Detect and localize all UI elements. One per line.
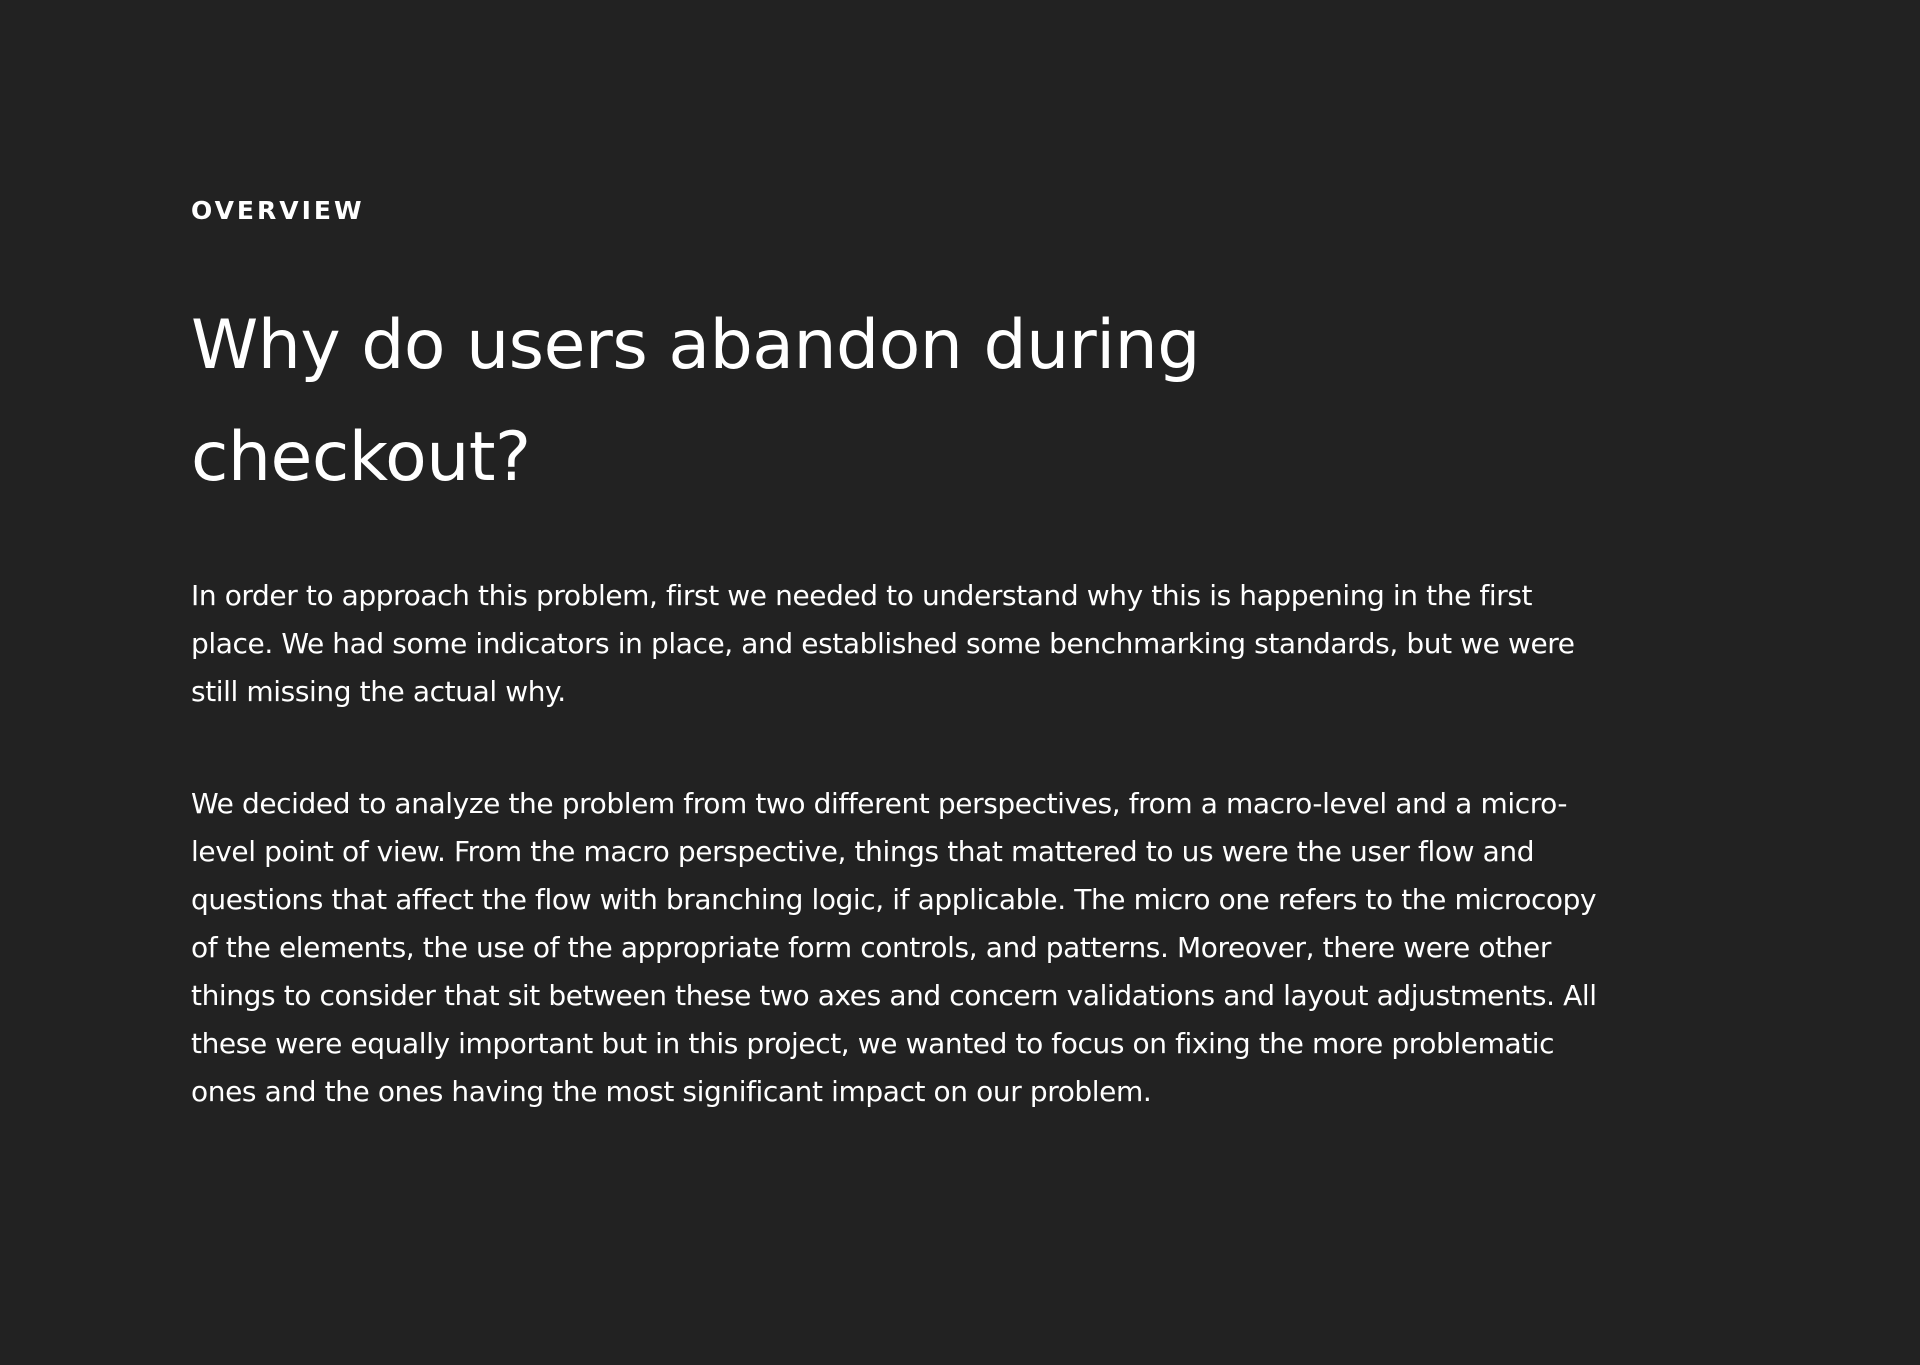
body-paragraph-2: We decided to analyze the problem from two different perspectives, from a macro-level and a micro-level point of view. From the macro perspective, things that mattered to us were the user flow and questions that affect the flow with branching logic, if applicable. The micro one refers to the microcopy of the elements, the use of the appropriate form controls, and patterns. Moreover, there were other things to consider that sit between these two axes and concern validations and layout adjustments. All these were equally important but in this project, we wanted to focus on fixing the more problematic ones and the ones having the most significant impact on our problem.	[191, 787, 1597, 1108]
section-eyebrow: OVERVIEW	[191, 196, 365, 225]
section-headline: Why do users abandon during checkout?	[191, 306, 1200, 497]
body-paragraph-1: In order to approach this problem, first we needed to understand why this is happening in the first place. We had some indicators in place, and established some benchmarking standards, but we were still missing the actual why.	[191, 579, 1575, 708]
